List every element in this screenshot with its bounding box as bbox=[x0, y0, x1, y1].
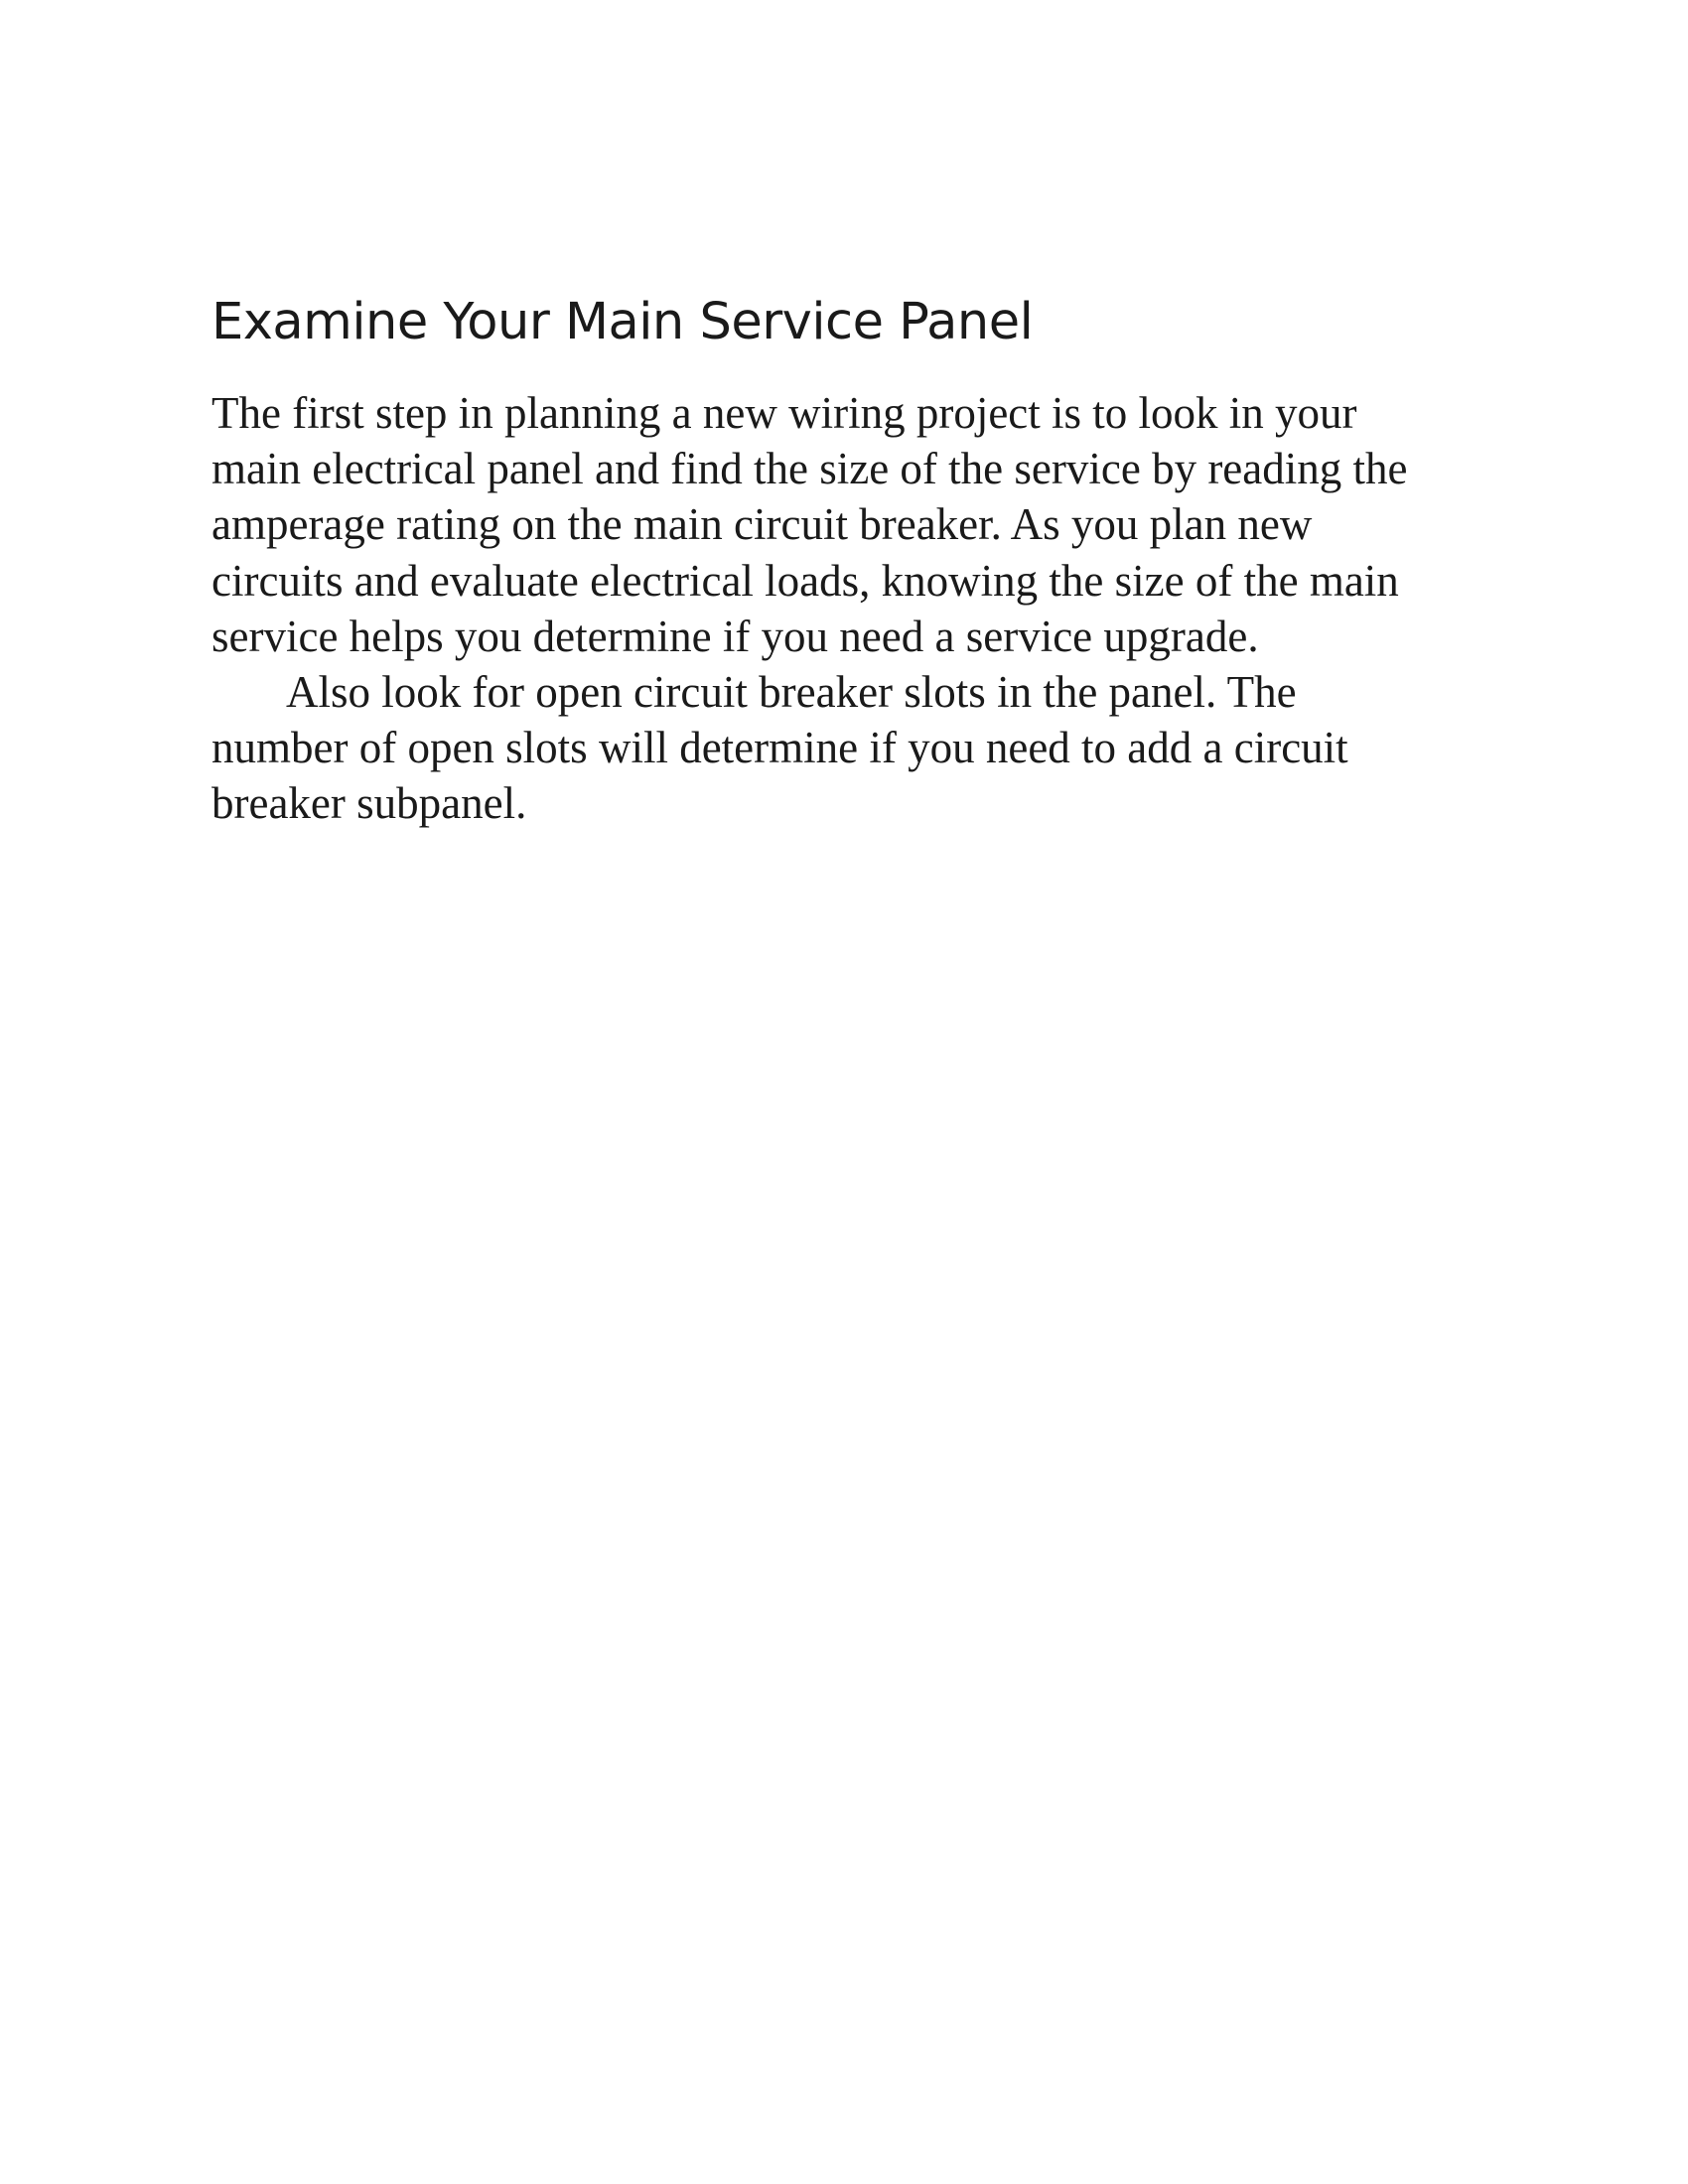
paragraph-open-slots bbox=[211, 664, 1492, 832]
text-line: The first step in planning a new wiring project is to look in your bbox=[211, 388, 1357, 438]
text-line: breaker subpanel. bbox=[211, 778, 527, 829]
text-line: main electrical panel and find the size of the service by reading the bbox=[211, 444, 1408, 494]
page-content bbox=[211, 288, 1492, 832]
section-heading: Examine Your Main Service Panel bbox=[211, 293, 1034, 351]
text-line: Also look for open circuit breaker slots in the panel. The bbox=[286, 667, 1297, 718]
text-line: service helps you determine if you need a service upgrade. bbox=[211, 611, 1259, 661]
body-text bbox=[211, 385, 1492, 832]
text-line: number of open slots will determine if you need to add a circuit bbox=[211, 723, 1348, 773]
text-line: amperage rating on the main circuit breaker. As you plan new bbox=[211, 499, 1313, 550]
paragraph-service-size bbox=[211, 385, 1492, 664]
text-line: circuits and evaluate electrical loads, knowing the size of the main bbox=[211, 555, 1399, 606]
